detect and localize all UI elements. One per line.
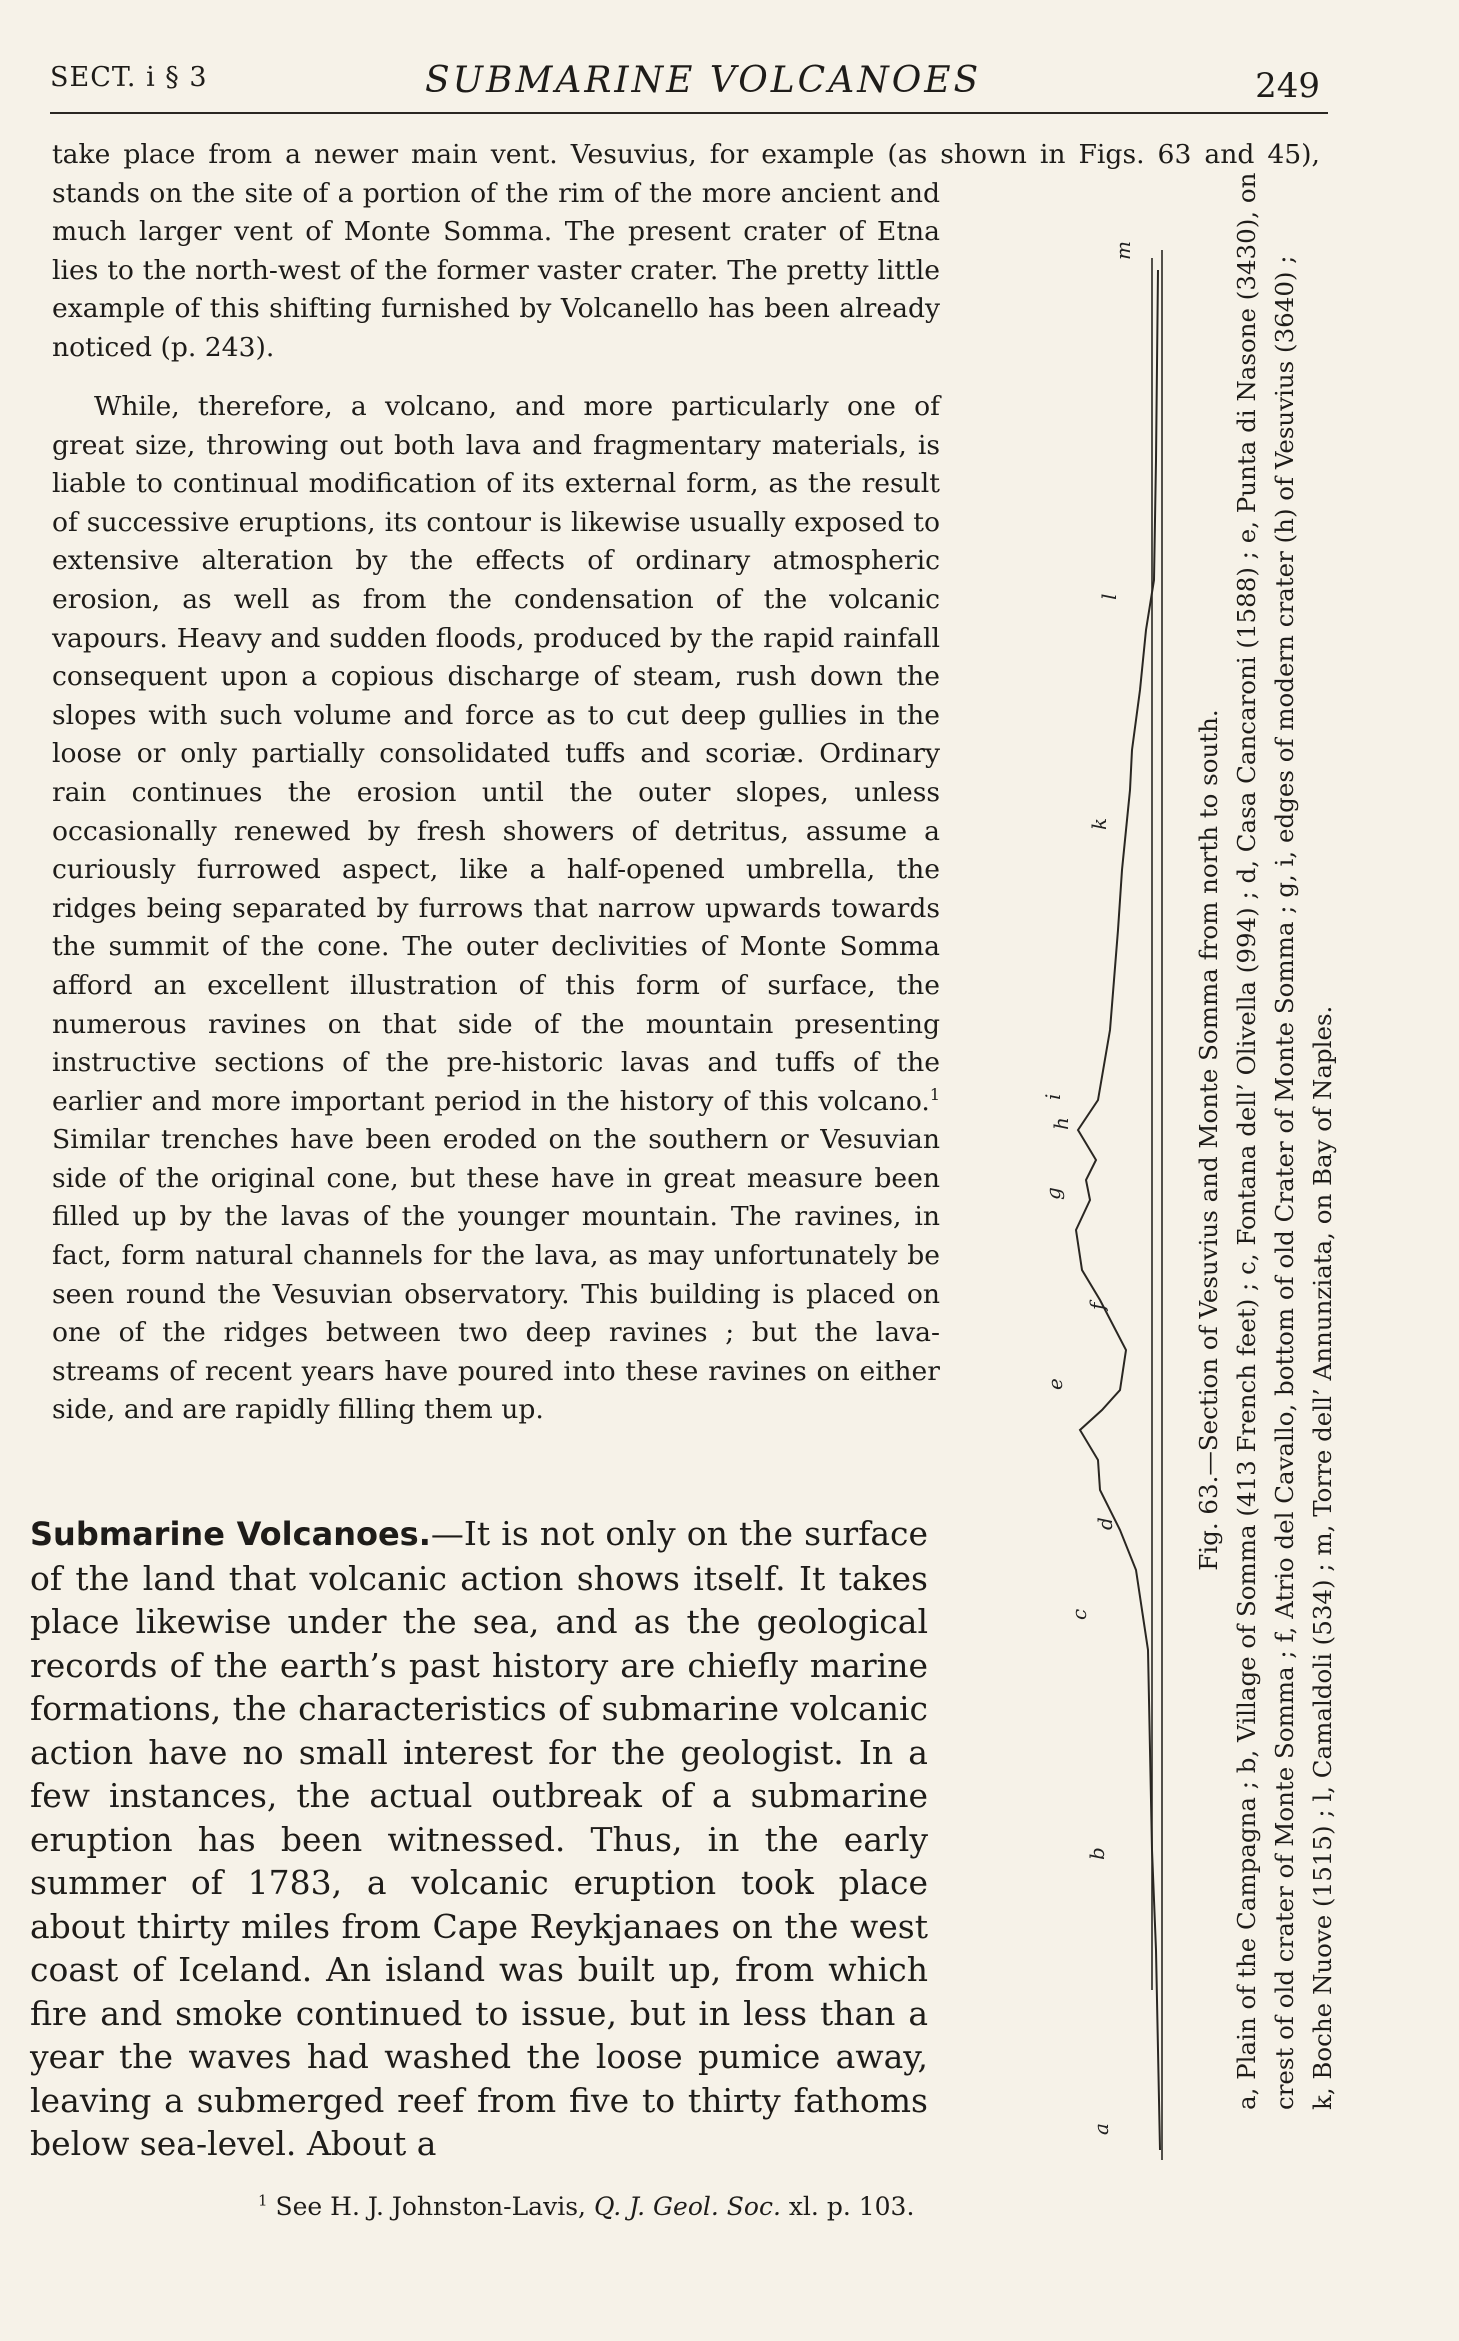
footnote	[258, 2192, 914, 2221]
label-b: b	[1085, 1847, 1109, 1860]
paragraph-1-rest: stands on the site of a portion of the rim of the more ancient and much larger vent of Monte Somma. The present crater of Etna lies to the north-west of the former vaster crater. The pretty little example of this shifting furnished by Volcanello has been already noticed (p. 243).	[52, 177, 940, 363]
label-c: c	[1067, 1608, 1091, 1620]
running-header	[50, 60, 1320, 120]
label-l: l	[1097, 593, 1121, 600]
label-e: e	[1043, 1378, 1067, 1390]
paragraph-2-continuation: Similar trenches have been eroded on the southern or Vesuvian side of the original cone, but these have in great measure been filled up by the lavas of the younger mountain. The ravines, in fact, form natural channels for the lava, as may unfortunately be seen round the Vesuvian observatory. This building is placed on one of the ridges between two deep ravines ; but the lava-streams of recent years have poured into these ravines on either side, and are rapidly filling them up.	[52, 1124, 940, 1426]
section-profile-figure	[980, 230, 1180, 2160]
caption-line-1: a, Plain of the Campagna ; b, Village of Somma (413 French feet) ; c, Fontana dell’ Olivella (994) ; d, Casa Cancaroni (1588) ; e, Punta di Nasone (3430), on	[1232, 172, 1261, 2110]
label-f: f	[1085, 1302, 1109, 1310]
caption-line-2: crest of old crater of Monte Somma ; f, Atrio del Cavallo, bottom of old Crater of Monte Somma ; g, i, edges of modern crater (h) of Vesuvius (3640) ;	[1270, 255, 1299, 2110]
header-rule	[50, 112, 1328, 114]
footnote-text-before: See H. J. Johnston-Lavis,	[275, 2192, 594, 2221]
footnote-reference[interactable]: 1	[929, 1084, 940, 1104]
running-title: SUBMARINE VOLCANOES	[425, 60, 982, 101]
paragraph-2	[52, 388, 940, 1430]
label-d: d	[1093, 1517, 1117, 1530]
section-heading: Submarine Volcanoes.	[30, 1515, 431, 1553]
label-i: i	[1041, 1093, 1065, 1100]
footnote-journal: Q. J. Geol. Soc.	[593, 2192, 781, 2221]
footnote-number: 1	[258, 2191, 268, 2210]
label-h: h	[1049, 1117, 1073, 1130]
caption-line-3: k, Boche Nuove (1515) ; l, Camaldoli (534) ; m, Torre dell’ Annunziata, on Bay of Naples.	[1308, 1005, 1337, 2110]
caption-title: Fig. 63.—Section of Vesuvius and Monte Somma from north to south.	[1194, 709, 1223, 1571]
footnote-text-after: xl. p. 103.	[780, 2192, 915, 2221]
profile-outline	[1076, 270, 1160, 2150]
figure-caption	[1190, 170, 1337, 2110]
label-a: a	[1089, 2123, 1113, 2135]
label-k: k	[1087, 817, 1111, 830]
paragraph-2-text: While, therefore, a volcano, and more particularly one of great size, throwing out both lava and fragmentary materials, is liable to continual modification of its external form, as the result of successive eruptions, its contour is likewise usually exposed to extensive alteration by the effects of ordinary atmospheric erosion, as well as from the condensation of the volcanic vapours. Heavy and sudden floods, produced by the rapid rainfall consequent upon a copious discharge of steam, rush down the slopes with such volume and force as to cut deep gullies in the loose or only partially consolidated tuffs and scoriæ. Ordinary rain continues the erosion until the outer slopes, unless occasionally renewed by fresh showers of detritus, assume a curiously furrowed aspect, like a half-opened umbrella, the ridges being separated by furrows that narrow upwards towards the summit of the cone. The outer declivities of Monte Somma afford an excellent illustration of this form of surface, the numerous ravines on that side of the mountain presenting instructive sections of the pre-historic lavas and tuffs of the earlier and more important period in the history of this volcano.	[52, 391, 940, 1117]
page-number: 249	[1255, 66, 1320, 106]
paragraph-1	[52, 136, 1320, 368]
section-reference: SECT. i § 3	[50, 62, 208, 93]
paragraph-1-first-line: take place from a newer main vent. Vesuvius, for example (as shown in Figs. 63 and 45),	[52, 139, 1320, 170]
label-m: m	[1111, 241, 1135, 260]
submarine-section	[30, 1512, 928, 2166]
section-text: —It is not only on the surface of the land that volcanic action shows itself. It takes place likewise under the sea, and as the geological records of the earth’s past history are chiefly marine formations, the characteristics of submarine volcanic action have no small interest for the geologist. In a few instances, the actual outbreak of a submarine eruption has been witnessed. Thus, in the early summer of 1783, a volcanic eruption took place about thirty miles from Cape Reykjanaes on the west coast of Iceland. An island was built up, from which fire and smoke continued to issue, but in less than a year the waves had washed the loose pumice away, leaving a submerged reef from five to thirty fathoms below sea-level. About a	[30, 1514, 929, 2163]
label-g: g	[1041, 1187, 1065, 1200]
